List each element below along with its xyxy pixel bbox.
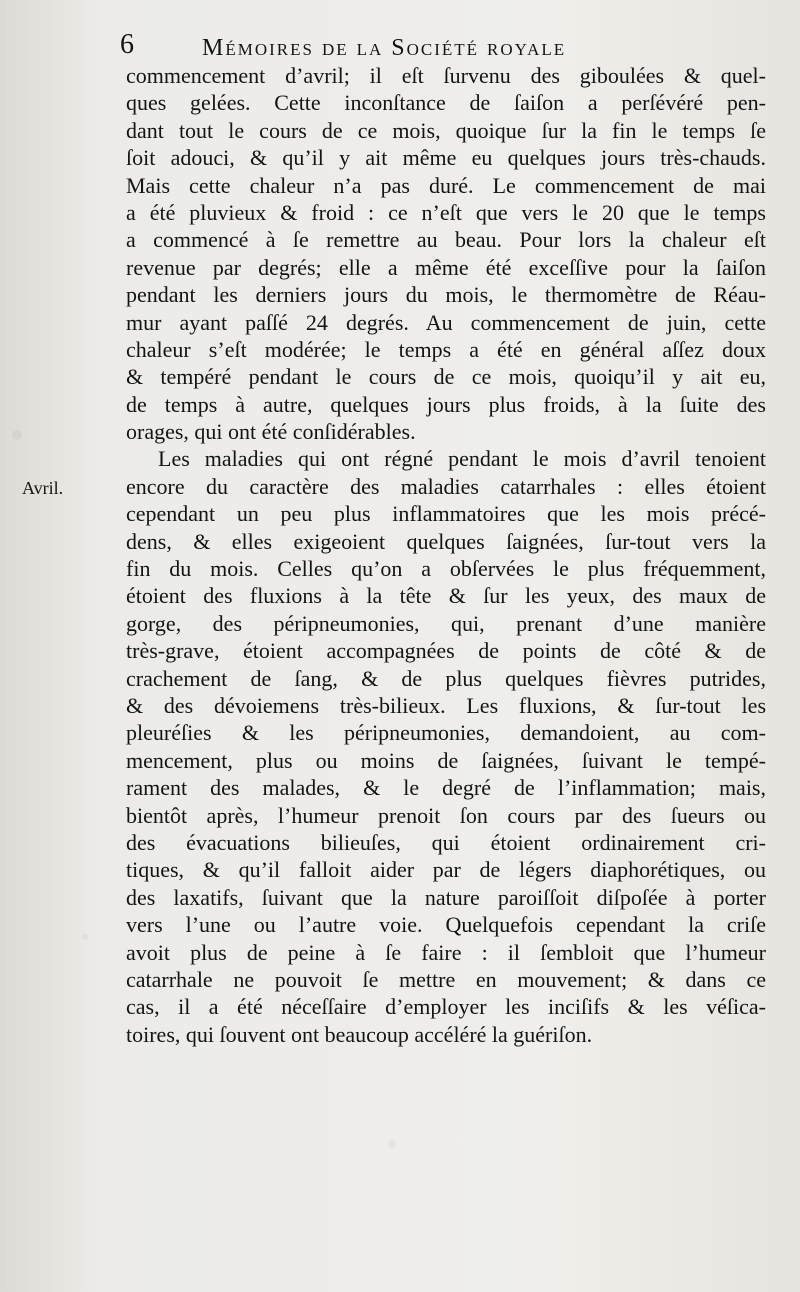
text-line: tiques, & qu’il falloit aider par de légers diaphorétiques, ou [126, 857, 766, 883]
text-line: vers l’une ou l’autre voie. Quelquefois cependant la criſe [126, 912, 766, 938]
text-line: & tempéré pendant le cours de ce mois, quoiqu’il y ait eu, [126, 364, 766, 390]
text-line: ſoit adouci, & qu’il y ait même eu quelques jours très-chauds. [126, 145, 766, 171]
running-header [118, 24, 768, 64]
page-number: 6 [120, 29, 134, 60]
text-line: fin du mois. Celles qu’on a obſervées le plus fréquemment, [126, 556, 766, 582]
margin-note: Avril. [22, 478, 64, 498]
text-line: commencement d’avril; il eſt ſurvenu des giboulées & quel- [126, 63, 766, 88]
text-line: catarrhale ne pouvoit ſe mettre en mouvement; & dans ce [126, 966, 766, 992]
text-line: crachement de ſang, & de plus quelques fièvres putrides, [126, 665, 766, 691]
text-line: avoit plus de peine à ſe faire : il ſembloit que l’humeur [126, 939, 766, 965]
text-line: a été pluvieux & froid : ce n’eſt que vers le 20 que le temps [126, 199, 766, 225]
text-line: ques gelées. Cette inconſtance de ſaiſon a perſévéré pen- [126, 90, 766, 116]
running-title: Mémoires de la Société royale [202, 35, 567, 61]
page-smudge [82, 934, 88, 940]
text-line: dens, & elles exigeoient quelques ſaignées, ſur-tout vers la [126, 528, 766, 554]
text-line: pendant les derniers jours du mois, le thermomètre de Réau- [126, 282, 766, 308]
page-smudge [388, 1140, 396, 1148]
text-line: revenue par degrés; elle a même été exceſſive pour la ſaiſon [126, 254, 766, 280]
text-line: des évacuations bilieuſes, qui étoient ordinairement cri- [126, 829, 766, 855]
text-line: a commencé à ſe remettre au beau. Pour lors la chaleur eſt [126, 227, 766, 253]
text-line: toires, qui ſouvent ont beaucoup accéléré la guériſon. [126, 1021, 593, 1047]
text-line: chaleur s’eſt modérée; le temps a été en général aſſez doux [126, 336, 766, 362]
text-line: étoient des fluxions à la tête & ſur les yeux, des maux de [126, 583, 766, 609]
text-line: orages, qui ont été conſidérables. [126, 419, 416, 445]
text-line: & des dévoiemens très-bilieux. Les fluxions, & ſur-tout les [126, 692, 766, 718]
text-line: Les maladies qui ont régné pendant le mois d’avril tenoient [158, 446, 766, 472]
text-line: des laxatifs, ſuivant que la nature paroiſſoit diſpoſée à porter [126, 884, 766, 910]
text-line: de temps à autre, quelques jours plus froids, à la ſuite des [126, 391, 766, 417]
text-line: dant tout le cours de ce mois, quoique ſur la fin le temps ſe [126, 117, 766, 143]
text-line: cependant un peu plus inflammatoires que les mois précé- [126, 501, 766, 527]
text-line: pleuréſies & les péripneumonies, demandoient, au com- [126, 720, 766, 746]
paragraph-diseases [126, 445, 766, 1048]
text-line: rament des malades, & le degré de l’inflammation; mais, [126, 775, 766, 801]
text-line: bientôt après, l’humeur prenoit ſon cours par des ſueurs ou [126, 802, 766, 828]
page-smudge [12, 430, 22, 440]
text-line: encore du caractère des maladies catarrhales : elles étoient [126, 473, 766, 499]
text-line: mur ayant paſſé 24 degrés. Au commencement de juin, cette [126, 309, 766, 335]
body-text [126, 62, 766, 1048]
paragraph-weather [126, 62, 766, 445]
text-line: mencement, plus ou moins de ſaignées, ſuivant le tempé- [126, 747, 766, 773]
text-line: très-grave, étoient accompagnées de points de côté & de [126, 638, 766, 664]
text-line: gorge, des péripneumonies, qui, prenant d’une manière [126, 610, 766, 636]
text-line: cas, il a été néceſſaire d’employer les inciſifs & les véſica- [126, 994, 766, 1020]
text-line: Mais cette chaleur n’a pas duré. Le commencement de mai [126, 172, 766, 198]
